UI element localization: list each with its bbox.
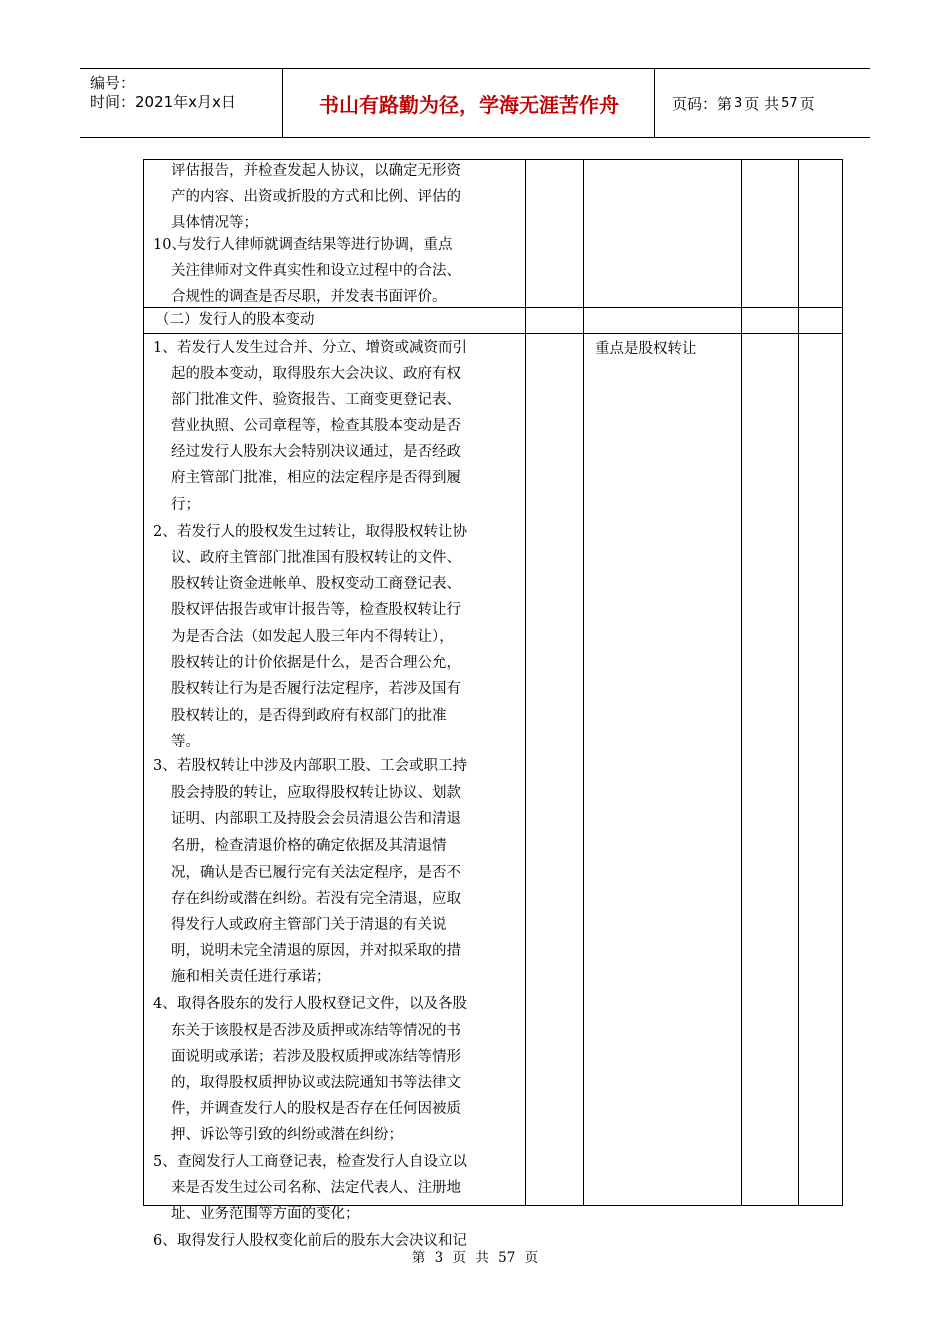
item-text: 证明、内部职工及持股会会员清退公告和清退	[171, 811, 461, 827]
item-text: 股权评估报告或审计报告等，检查股权转让行	[171, 602, 461, 618]
page-total: 57	[781, 95, 798, 111]
item-text: 股权转让的，是否得到政府有权部门的批准	[171, 708, 447, 724]
note-cell: 重点是股权转让	[595, 341, 697, 357]
text-line	[143, 361, 525, 388]
item-text: 为是否合法（如发起人股三年内不得转让），	[171, 629, 454, 645]
page-footer: 第 3 页 共 57 页	[411, 1250, 539, 1266]
text-line	[143, 806, 525, 833]
text-line	[143, 991, 525, 1018]
item-text: 得发行人或政府主管部门关于清退的有关说	[171, 917, 447, 933]
text-line	[143, 413, 525, 440]
item-number: 1、	[153, 340, 177, 356]
text-line	[143, 1122, 525, 1149]
page-header	[80, 68, 870, 138]
page-suffix: 页	[799, 94, 815, 113]
text-line	[143, 597, 525, 624]
text-line	[143, 886, 525, 913]
item-number: 4、	[153, 996, 177, 1012]
text-line: 关注律师对文件真实性和设立过程中的合法、	[171, 263, 461, 279]
text-line	[143, 571, 525, 598]
item-text: 等。	[171, 734, 200, 750]
item-number: 3、	[153, 758, 177, 774]
text-line	[143, 1149, 525, 1176]
item-text: 名册，检查清退价格的确定依据及其清退情	[171, 838, 447, 854]
item-text: 况，确认是否已履行完有关法定程序，是否不	[171, 865, 461, 881]
header-page-info	[664, 69, 815, 137]
text-line	[143, 753, 525, 780]
text-line	[143, 676, 525, 703]
item-text: 营业执照、公司章程等，检查其股本变动是否	[171, 418, 461, 434]
item-text: 股权转让资金进帐单、股权变动工商登记表、	[171, 576, 461, 592]
item-text: 施和相关责任进行承诺；	[171, 969, 331, 985]
text-line	[143, 780, 525, 807]
document-number-label: 编号：	[90, 74, 136, 92]
checklist-table	[143, 159, 843, 1249]
column-divider	[583, 159, 584, 1205]
text-line	[143, 729, 525, 756]
text-line	[143, 624, 525, 651]
text-line	[143, 465, 525, 492]
column-divider	[842, 159, 843, 1205]
text-line	[143, 1070, 525, 1097]
text-line	[143, 703, 525, 730]
item-text: 取得发行人股权变化前后的股东大会决议和记	[177, 1233, 467, 1249]
item-text: 面说明或承诺；若涉及股权质押或冻结等情形	[171, 1049, 461, 1065]
item-text: 东关于该股权是否涉及质押或冻结等情况的书	[171, 1023, 461, 1039]
item-text: 部门批准文件、验资报告、工商变更登记表、	[171, 392, 461, 408]
item-text: 股权转让行为是否履行法定程序，若涉及国有	[171, 681, 461, 697]
item-text: 取得各股东的发行人股权登记文件，以及各股	[177, 996, 467, 1012]
item-text: 查阅发行人工商登记表，检查发行人自设立以	[177, 1154, 467, 1170]
column-divider	[525, 159, 526, 1205]
page-mid: 页 共	[744, 94, 780, 113]
item-text: 行；	[171, 497, 200, 513]
section-title: （二）发行人的股本变动	[155, 312, 315, 328]
item-text: 起的股本变动，取得股东大会决议、政府有权	[171, 366, 461, 382]
item-text: 件，并调查发行人的股权是否存在任何因被质	[171, 1101, 461, 1117]
item-text: 若发行人发生过合并、分立、增资或减资而引	[177, 340, 467, 356]
text-line	[143, 912, 525, 939]
text-line	[143, 1018, 525, 1045]
item-text: 址、业务范围等方面的变化；	[171, 1206, 360, 1222]
text-line	[143, 439, 525, 466]
text-line	[143, 387, 525, 414]
text-line	[143, 519, 525, 546]
text-line	[143, 650, 525, 677]
text-line: 10、 与发行人律师就调查结果等进行协调，重点	[153, 237, 453, 253]
item-number: 6、	[153, 1233, 177, 1249]
item-text: 股会持股的转让，应取得股权转让协议、划款	[171, 785, 461, 801]
text-line	[143, 1201, 525, 1228]
column-divider	[798, 159, 799, 1205]
page-current: 3	[734, 95, 743, 111]
text-line	[143, 1096, 525, 1123]
item-text: 府主管部门批准，相应的法定程序是否得到履	[171, 470, 461, 486]
item-text: 存在纠纷或潜在纠纷。若没有完全清退，应取	[171, 891, 461, 907]
text-line	[143, 964, 525, 991]
text-line	[143, 833, 525, 860]
text-line	[143, 938, 525, 965]
item-number: 5、	[153, 1154, 177, 1170]
item-text: 议、政府主管部门批准国有股权转让的文件、	[171, 550, 461, 566]
item-number: 2、	[153, 524, 177, 540]
item-text: 的，取得股权质押协议或法院通知书等法律文	[171, 1075, 461, 1091]
item-text: 若发行人的股权发生过转让，取得股权转让协	[177, 524, 467, 540]
item-text: 股权转让的计价依据是什么，是否合理公允，	[171, 655, 461, 671]
item-text: 押、诉讼等引致的纠纷或潜在纠纷；	[171, 1127, 403, 1143]
item-text: 若股权转让中涉及内部职工股、工会或职工持	[177, 758, 467, 774]
text-line	[143, 545, 525, 572]
text-line: 评估报告，并检查发起人协议，以确定无形资	[171, 163, 461, 179]
header-motto: 书山有路勤为径，学海无涯苦作舟	[319, 92, 619, 117]
text-line	[143, 335, 525, 362]
text-line: 具体情况等；	[171, 215, 258, 231]
document-date: 时间：2021年x月x日	[90, 93, 236, 111]
text-line	[143, 1175, 525, 1202]
text-line: 合规性的调查是否尽职，并发表书面评价。	[171, 289, 447, 305]
item-text: 明，说明未完全清退的原因，并对拟采取的措	[171, 943, 461, 959]
column-divider	[741, 159, 742, 1205]
text-line: 产的内容、出资或折股的方式和比例、评估的	[171, 189, 461, 205]
text-line	[143, 1044, 525, 1071]
page-prefix: 页码：第	[672, 94, 733, 113]
header-divider	[282, 69, 283, 137]
item-text: 来是否发生过公司名称、法定代表人、注册地	[171, 1180, 461, 1196]
header-divider	[654, 69, 655, 137]
header-meta	[90, 74, 236, 112]
text-line	[143, 860, 525, 887]
text-line	[143, 492, 525, 519]
item-text: 经过发行人股东大会特别决议通过，是否经政	[171, 444, 461, 460]
